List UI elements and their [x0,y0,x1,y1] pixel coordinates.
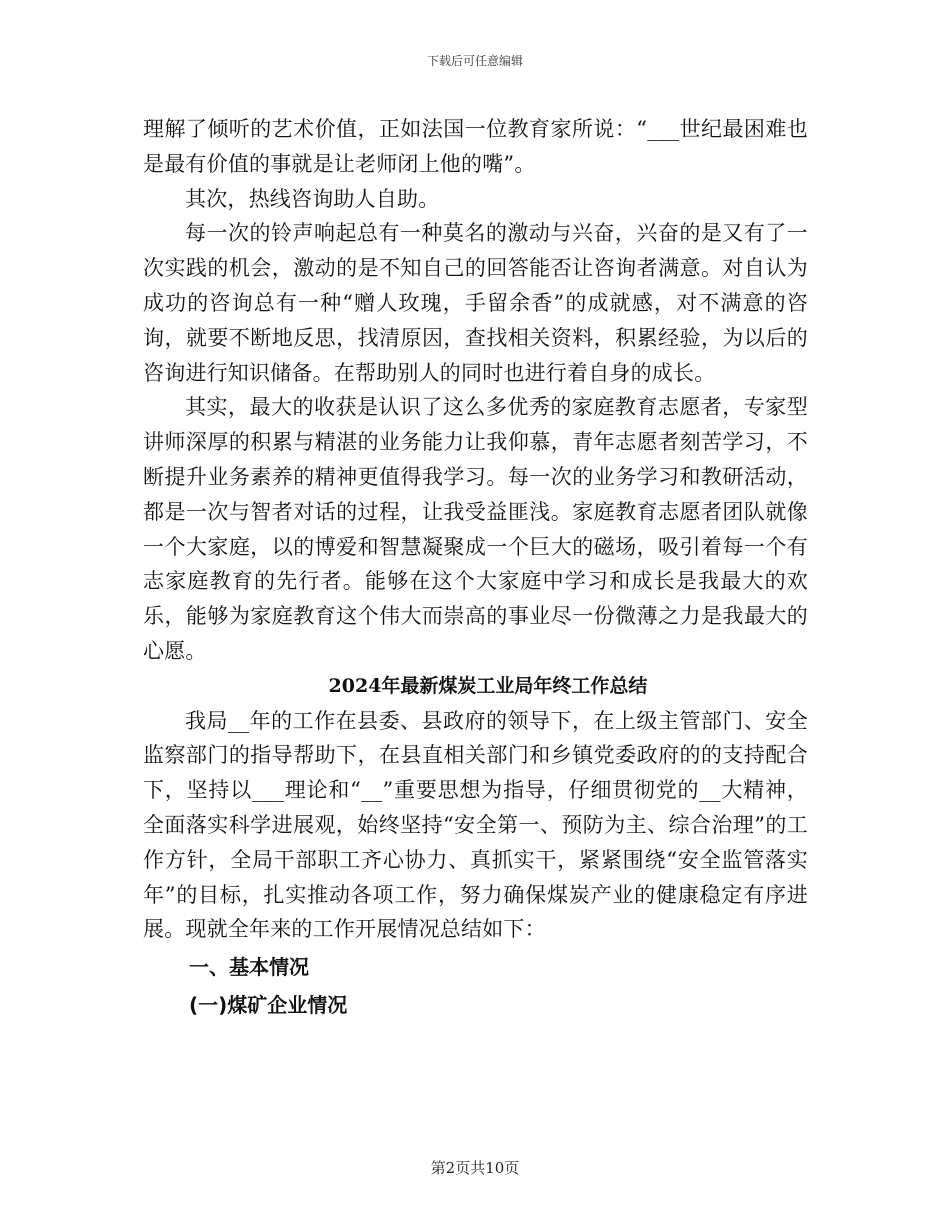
document-body [143,112,808,1023]
section-heading-1: 一、基本情况 [189,955,309,980]
document-title: 2024年最新煤炭工业局年终工作总结 [328,674,648,697]
paragraph-1: 理解了倾听的艺术价值，正如法国一位教育家所说：“___世纪最困难也是最有价值的事就是让老师闭上他的嘴”。 [143,117,808,176]
paragraph-2: 其次，热线咨询助人自助。 [185,186,440,211]
section-heading-2: (一)煤矿企业情况 [189,992,348,1017]
paragraph-3: 每一次的铃声响起总有一种莫名的激动与兴奋，兴奋的是又有了一次实践的机会，激动的是不知自己的回答能否让咨询者满意。对自认为成功的咨询总有一种“赠人玫瑰，手留余香”的成就感，对不满意的咨询，就要不断地反思，找清原因，查找相关资料，积累经验，为以后的咨询进行知识储备。在帮助别人的同时也进行着自身的成长。 [143,221,808,385]
page-footer: 第2页共10页 [430,1159,520,1177]
page-header: 下载后可任意编辑 [426,54,523,68]
paragraph-5: 我局__年的工作在县委、县政府的领导下，在上级主管部门、安全监察部门的指导帮助下，在县直相关部门和乡镇党委政府的的支持配合下，坚持以___理论和“__”重要思想为指导，仔细贯彻党的__大精神，全面落实科学进展观，始终坚持“安全第一、预防为主、综合治理”的工作方针，全局干部职工齐心协力、真抓实干，紧紧围绕“安全监管落实年”的目标，扎实推动各项工作，努力确保煤炭产业的健康稳定有序进展。现就全年来的工作开展情况总结如下： [143,708,808,942]
paragraph-4: 其实，最大的收获是认识了这么多优秀的家庭教育志愿者，专家型讲师深厚的积累与精湛的业务能力让我仰慕，青年志愿者刻苦学习，不断提升业务素养的精神更值得我学习。每一次的业务学习和教研活动，都是一次与智者对话的过程，让我受益匪浅。家庭教育志愿者团队就像一个大家庭，以的博爱和智慧凝聚成一个巨大的磁场，吸引着每一个有志家庭教育的先行者。能够在这个大家庭中学习和成长是我最大的欢乐，能够为家庭教育这个伟大而崇高的事业尽一份微薄之力是我最大的心愿。 [143,395,808,663]
